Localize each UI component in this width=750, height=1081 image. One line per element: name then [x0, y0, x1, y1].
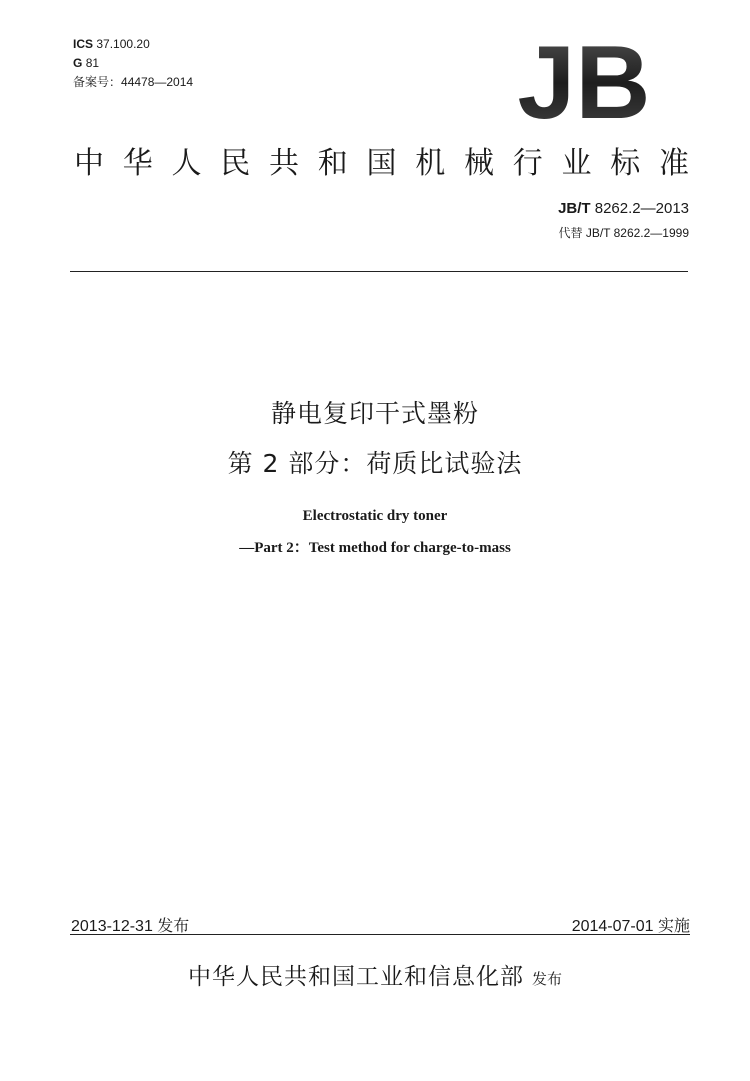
organization-title-char: 国	[366, 146, 397, 181]
top-divider	[70, 271, 688, 272]
organization-title-char: 业	[561, 146, 592, 181]
effective-date: 2014-07-01 实施	[571, 918, 690, 935]
classification-code	[73, 53, 99, 73]
replaces-value: JB/T 8262.2—1999	[585, 226, 689, 240]
ics-label: ICS	[73, 37, 94, 51]
issuer-name: 中华人民共和国工业和信息化部	[187, 964, 524, 990]
organization-title-char: 民	[220, 146, 251, 181]
replaces-label: 代替	[558, 226, 583, 240]
organization-title-char: 人	[171, 146, 202, 181]
record-value: 44478—2014	[121, 75, 194, 89]
organization-title-char: 华	[122, 146, 153, 181]
standard-prefix: JB/T	[558, 200, 591, 217]
organization-title-char: 准	[659, 146, 689, 181]
classification-value: 81	[85, 56, 100, 70]
title-zh-line2: 第 2 部分：荷质比试验法	[227, 449, 523, 478]
publish-date: 2013-12-31 发布	[71, 918, 190, 935]
issuer-suffix: 发布	[531, 970, 562, 988]
logo-text: JB	[517, 36, 651, 122]
organization-title-char: 共	[269, 146, 299, 181]
organization-title-char: 和	[317, 146, 348, 181]
organization-title-char: 械	[464, 146, 494, 181]
standard-number	[558, 200, 689, 217]
organization-title-char: 机	[415, 146, 446, 181]
organization-title-char: 中	[74, 146, 104, 181]
title-en-line2: —Part 2：Test method for charge-to-mass	[239, 540, 511, 556]
issuing-authority	[0, 958, 750, 991]
classification-label: G	[73, 56, 83, 70]
replaces-standard	[558, 224, 689, 241]
ics-value: 37.100.20	[96, 37, 150, 51]
title-en-line1: Electrostatic dry toner	[302, 508, 448, 524]
organization-title	[74, 138, 689, 182]
organization-title-char: 标	[610, 146, 641, 181]
jb-logo	[514, 36, 654, 122]
record-number	[73, 72, 193, 92]
bottom-divider	[70, 934, 690, 935]
standard-number-value: 8262.2—2013	[594, 200, 689, 217]
organization-title-char: 行	[512, 146, 543, 181]
record-label: 备案号：	[73, 75, 122, 89]
ics-code	[73, 34, 150, 54]
title-zh-line1: 静电复印干式墨粉	[270, 399, 479, 428]
